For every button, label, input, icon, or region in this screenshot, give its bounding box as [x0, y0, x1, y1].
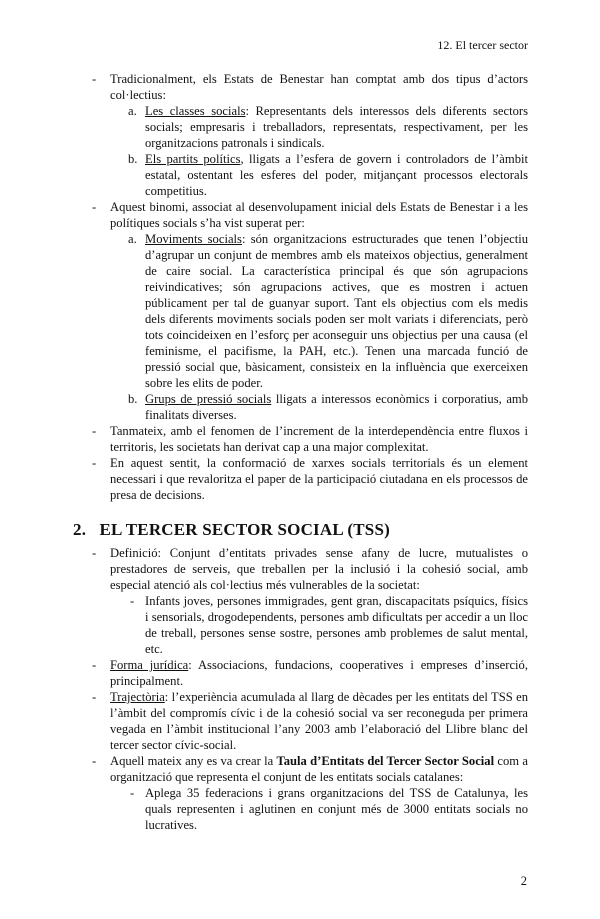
- item-text: : Associacions, fundacions, cooperatives i empreses d’inserció, principalment.: [110, 658, 528, 688]
- list-item: [73, 199, 528, 231]
- item-text: : són organitzacions estructurades que tenen l’objectiu d’agrupar un conjunt de membres amb els mateixos objectius, generalment de caire social. La característica principal és que són agrupacions reivindicatives; són agrupacions actives, que es mostren i actuen públicament per tal de guanyar suport. Tant els objectius com els medis dels diferents moviments socials poden ser molt variats i diferenciats, però tots coincideixen en l’esforç per aconseguir uns objectius per una causa (el feminisme, el pacifisme, la PAH, etc.). Tenen una marcada funció de pressió social que, bàsicament, consisteix en la influència que exerceixen sobre les elits de poder.: [145, 232, 528, 390]
- bullet: -: [92, 658, 97, 672]
- sub-marker: -: [130, 594, 135, 608]
- sub-marker: b.: [128, 392, 138, 406]
- running-header: 12. El tercer sector: [437, 38, 528, 52]
- sub-marker: -: [130, 786, 135, 800]
- list-item-trajectoria: [73, 689, 528, 753]
- item-text: Infants joves, persones immigrades, gent gran, discapacitats psíquics, físics i sensorials, drogodependents, persones amb dificultats per accedir a un lloc de treball, persones sense sostre, persones amb problemes de salut mental, etc.: [145, 594, 528, 656]
- item-text: Definició: Conjunt d’entitats privades sense afany de lucre, mutualistes o prestadores de serveis, que treballen per la inclusió i la cohesió social, amb especial atenció als col·lectius més vulnerables de la societat:: [110, 546, 528, 592]
- term: Moviments socials: [145, 232, 242, 246]
- item-text: Aquest binomi, associat al desenvolupament inicial dels Estats de Benestar i a les polítiques socials s’ha vist superat per:: [110, 200, 528, 230]
- item-text: : l’experiència acumulada al llarg de dècades per les entitats del TSS en l’àmbit del compromís cívic i de la cohesió social va ser reconeguda per primera vegada en l’àmbit institucional l’any 2003 amb l’elaboració del Llibre blanc del tercer sector cívic-social.: [110, 690, 528, 752]
- item-text: En aquest sentit, la conformació de xarxes socials territorials és un element necessari i que revaloritza el paper de la participació ciutadana en els processos de presa de decisions.: [110, 456, 528, 502]
- item-text: com a organització que representa el conjunt de les entitats socials catalanes:: [110, 754, 528, 784]
- item-text: lligats a interessos econòmics i corporatius, amb finalitats diverses.: [145, 392, 528, 422]
- item-text: Tanmateix, amb el fenomen de l’increment de la interdependència entre fluxos i territoris, les societats han derivat cap a una major complexitat.: [110, 424, 528, 454]
- list-item-definition: [73, 545, 528, 593]
- item-text: Aplega 35 federacions i grans organitzacions del TSS de Catalunya, les quals representen i aglutinen en conjunt més de 3000 entitats socials no lucratives.: [145, 786, 528, 832]
- sub-marker: a.: [128, 232, 137, 246]
- item-text: , lligats a l’esfera de govern i controladors de l’àmbit estatal, ostentant les esferes del poder, mitjançant processos electorals competitius.: [145, 152, 528, 198]
- term: Trajectòria: [110, 690, 165, 704]
- sub-item: [73, 151, 528, 199]
- section-number: 2.: [73, 520, 87, 539]
- sub-item: [73, 391, 528, 423]
- term: Forma jurídica: [110, 658, 189, 672]
- bullet: -: [92, 546, 97, 560]
- item-text: Tradicionalment, els Estats de Benestar han comptat amb dos tipus d’actors col·lectius:: [110, 72, 528, 102]
- bullet: -: [92, 200, 97, 214]
- sub-marker: a.: [128, 104, 137, 118]
- bullet: -: [92, 754, 97, 768]
- list-item-forma-juridica: [73, 657, 528, 689]
- term: Els partits polítics: [145, 152, 241, 166]
- item-text: : Representants dels interessos dels diferents sectors socials; empresaris i treballadors, representats, respectivament, per les organitzacions patronals i sindicals.: [145, 104, 528, 150]
- section-title: EL TERCER SECTOR SOCIAL (TSS): [99, 520, 390, 539]
- sub-item: [73, 103, 528, 151]
- section-2-list: [73, 545, 528, 833]
- list-item-taula: [73, 753, 528, 785]
- term: Les classes socials: [145, 104, 246, 118]
- page-number: 2: [520, 874, 527, 888]
- sub-item: [73, 785, 528, 833]
- bullet: -: [92, 424, 97, 438]
- list-item: [73, 423, 528, 455]
- list-item: [73, 455, 528, 503]
- sub-marker: b.: [128, 152, 138, 166]
- list-item: [73, 71, 528, 103]
- bullet: -: [92, 456, 97, 470]
- bullet: -: [92, 72, 97, 86]
- section-1-list: [73, 71, 528, 503]
- sub-item: [73, 593, 528, 657]
- item-text: Aquell mateix any es va crear la: [110, 754, 277, 768]
- term: Grups de pressió socials: [145, 392, 272, 406]
- section-heading: [73, 519, 528, 541]
- sub-item: [73, 231, 528, 391]
- bullet: -: [92, 690, 97, 704]
- bold-term: Taula d’Entitats del Tercer Sector Social: [276, 754, 495, 768]
